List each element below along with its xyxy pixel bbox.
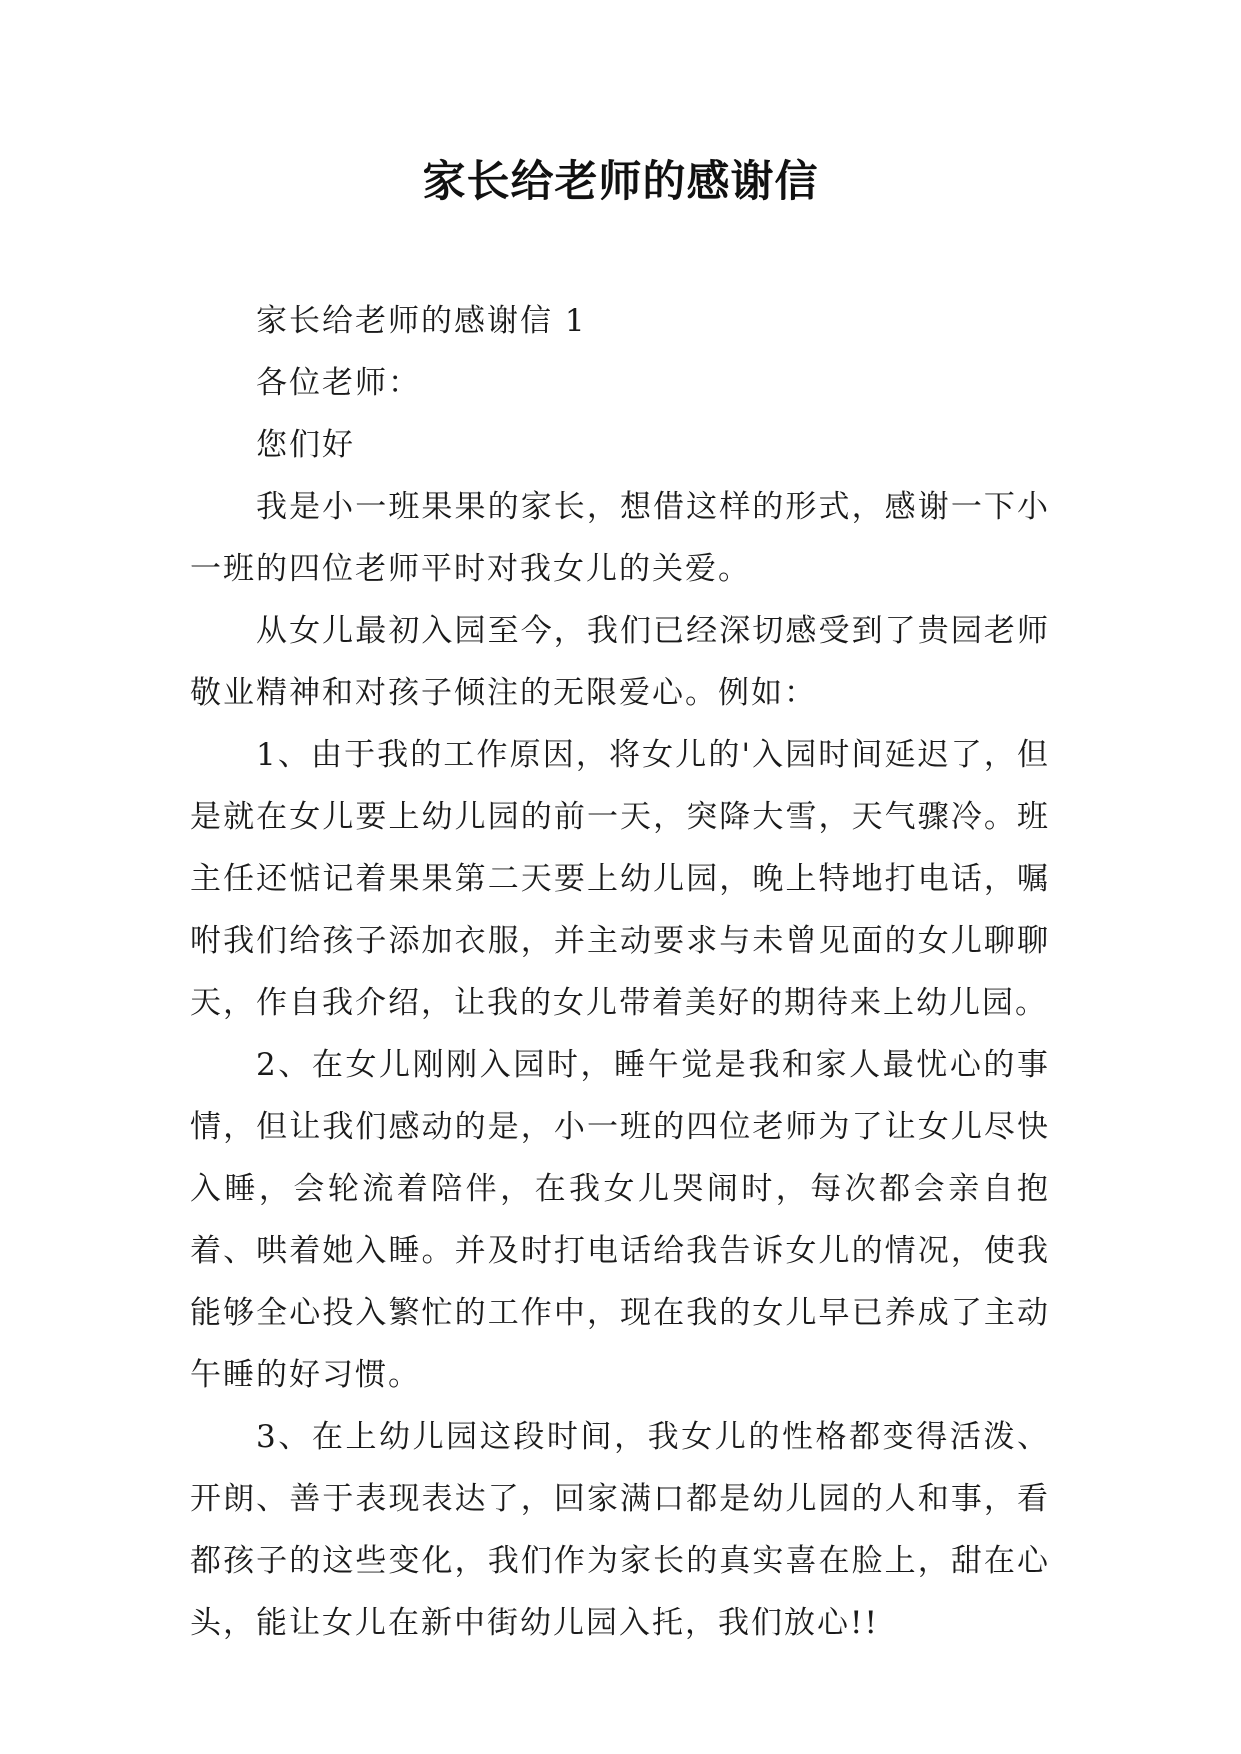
paragraph-example-2: 2、在女儿刚刚入园时，睡午觉是我和家人最忧心的事情，但让我们感动的是，小一班的四位老师为了让女儿尽快入睡，会轮流着陪伴，在我女儿哭闹时，每次都会亲自抱着、哄着她入睡。并及时打电话给我告诉女儿的情况，使我能够全心投入繁忙的工作中，现在我的女儿早已养成了主动午睡的好习惯。 <box>190 1047 1050 1393</box>
greeting: 您们好 <box>256 427 355 463</box>
paragraph-intro: 我是小一班果果的家长，想借这样的形式，感谢一下小一班的四位老师平时对我女儿的关爱。 <box>190 489 1050 587</box>
letter-body <box>190 290 1050 1654</box>
letter-heading: 家长给老师的感谢信 1 <box>256 303 587 339</box>
paragraph-example-3: 3、在上幼儿园这段时间，我女儿的性格都变得活泼、开朗、善于表现表达了，回家满口都是幼儿园的人和事，看都孩子的这些变化，我们作为家长的真实喜在脸上，甜在心头，能让女儿在新中街幼儿园入托，我们放心!! <box>190 1419 1050 1641</box>
paragraph-example-1: 1、由于我的工作原因，将女儿的'入园时间延迟了，但是就在女儿要上幼儿园的前一天，突降大雪，天气骤冷。班主任还惦记着果果第二天要上幼儿园，晚上特地打电话，嘱咐我们给孩子添加衣服，并主动要求与未曾见面的女儿聊聊天，作自我介绍，让我的女儿带着美好的期待来上幼儿园。 <box>190 737 1050 1021</box>
paragraph-overview: 从女儿最初入园至今，我们已经深切感受到了贵园老师敬业精神和对孩子倾注的无限爱心。例如： <box>190 613 1050 711</box>
document-title: 家长给老师的感谢信 <box>422 157 819 207</box>
salutation: 各位老师： <box>256 365 421 401</box>
